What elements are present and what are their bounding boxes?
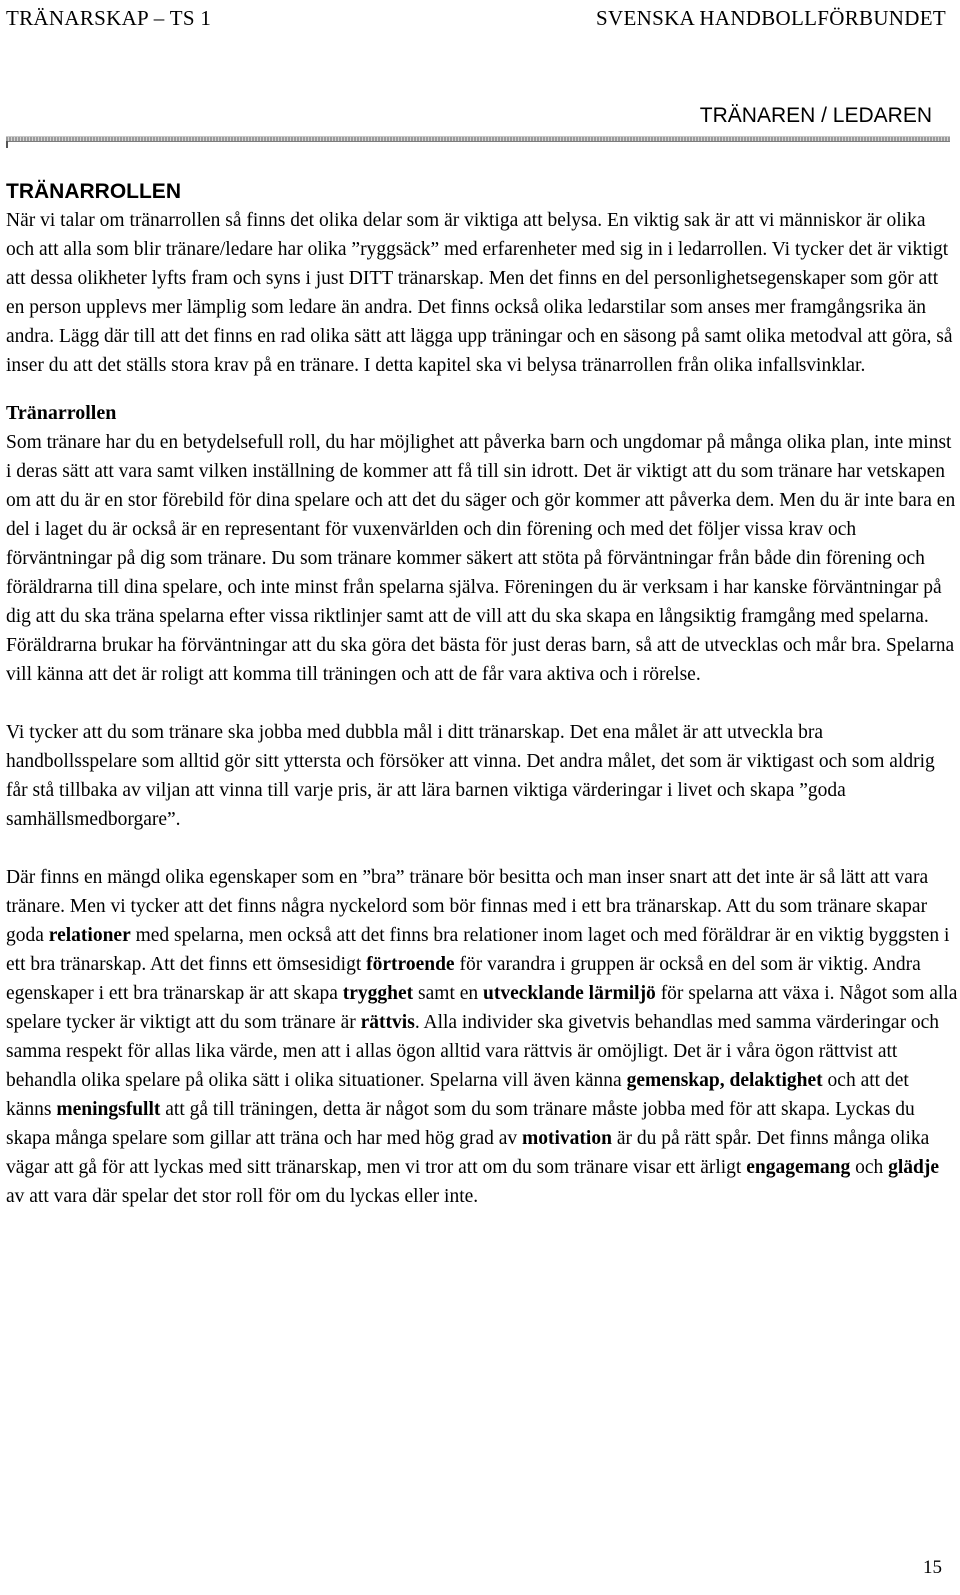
header-divider: [6, 136, 950, 142]
keywords-text: av att vara där spelar det stor roll för om du lyckas eller inte.: [6, 1186, 479, 1207]
dual-goals-paragraph: Vi tycker att du som tränare ska jobba med dubbla mål i ditt tränarskap. Det ena målet är att utveckla bra handbollsspelare som alltid gör sitt yttersta och försöker att vinna. Det andra målet, det som är viktigast och som aldrig får stå tillbaka av viljan att vinna till varje pris, är att lära barnen viktiga värderingar i livet och skapa ”goda samhällsmedborgare”.: [6, 722, 935, 830]
keyword-gladje: glädje: [888, 1157, 940, 1178]
keywords-text: . Alla individer ska givetvis behandlas med samma värderingar och samma respekt för allas lika värde, men att i allas ögon alltid vara rättvis är omöjligt. Det är i våra ögon rättvist att behandla olika spelare på olika sätt i olika situationer. Spelarna vill även känna: [6, 1012, 939, 1091]
keyword-utvecklande-larmiljo: utvecklande lärmiljö: [483, 983, 656, 1004]
keywords-text: med spelarna, men också att det finns bra relationer inom laget och med föräldrar är en viktig byggsten i ett bra tränarskap. Att det finns ett ömsesidigt: [6, 925, 950, 975]
page-number: 15: [923, 1557, 942, 1578]
keywords-text: och: [850, 1157, 889, 1178]
keywords-text: för spelarna att växa i. Något som alla spelare tycker är viktigt att du som tränare är: [6, 983, 958, 1033]
role-paragraph: Som tränare har du en betydelsefull roll, du har möjlighet att påverka barn och ungdomar på många olika plan, inte minst i deras sätt att vara samt vilken inställning de kommer att få till sin idrott. Det är viktigt att du som tränare har vetskapen om att du är en stor förebild för dina spelare och att det du säger och gör kommer att påverka dem. Men du är inte bara en del i laget du är också är en representant för vuxenvärlden och din förening och med det följer vissa krav och förväntningar på dig som tränare. Du som tränare kommer säkert att stöta på förväntningar från både din förening och föräldrarna till dina spelare, och inte minst från spelarna själva. Föreningen du är verksam i har kanske förväntningar på dig att du ska träna spelarna efter vissa riktlinjer samt att de vill att du ska skapa en långsiktig framgång med spelarna. Föräldrarna brukar ha förväntningar att du ska göra det bästa för just deras barn, så att de utvecklas och mår bra. Spelarna vill känna att det är roligt att komma till träningen och att de får vara aktiva och i rörelse.: [6, 432, 956, 685]
keyword-rattvis: rättvis: [360, 1012, 415, 1033]
keywords-text: för varandra i gruppen är också en del som är viktig. Andra egenskaper i ett bra tränarskap är att skapa: [6, 954, 921, 1004]
intro-paragraph: När vi talar om tränarrollen så finns det olika delar som är viktiga att belysa. En viktig sak är att vi människor är olika och att alla som blir tränare/ledare har olika ”ryggsäck” med erfarenheter med sig in i ledarrollen. Vi tycker det är viktigt att dessa olikheter lyfts fram och syns i just DITT tränarskap. Men det finns en del personlighetsegenskaper som gör att en person upplevs mer lämplig som ledare än andra. Det finns också olika ledarstilar som anses mer framgångsrika än andra. Lägg där till att det finns en rad olika sätt att lägga upp träningar och en säsong på samt olika metodval att göra, så inser du att det ställs stora krav på en tränare. I detta kapitel ska vi belysa tränarrollen från olika infallsvinklar.: [6, 210, 953, 376]
keyword-relationer: relationer: [48, 925, 131, 946]
subsection-heading: Tränarrollen: [6, 402, 117, 424]
keyword-meningsfullt: meningsfullt: [56, 1099, 161, 1120]
keyword-motivation: motivation: [522, 1128, 612, 1149]
keywords-text: att gå till träningen, detta är något som du som tränare måste jobba med för att skapa. Lyckas du skapa många spelare som gillar att träna och har med hög grad av: [6, 1099, 915, 1149]
keywords-text: är du på rätt spår. Det finns många olika vägar att gå för att lyckas med sitt tränarskap, men vi tror att om du som tränare visar ett ärligt: [6, 1128, 930, 1178]
section-heading: TRÄNARROLLEN: [6, 180, 181, 203]
keywords-text: Där finns en mängd olika egenskaper som en ”bra” tränare bör besitta och man inser snart att det inte är så lätt att vara tränare. Men vi tycker att det finns några nyckelord som bör finnas med i ett bra tränarskap. Att du som tränare skapar goda: [6, 867, 929, 946]
keyword-fortroende: förtroende: [366, 954, 455, 975]
keyword-engagemang: engagemang: [746, 1157, 851, 1178]
header-divider-tick: [6, 141, 8, 148]
keyword-trygghet: trygghet: [342, 983, 414, 1004]
keywords-text: och att det känns: [6, 1070, 909, 1120]
running-header-organization: SVENSKA HANDBOLLFÖRBUNDET: [596, 6, 946, 30]
running-header-title: TRÄNARSKAP – TS 1: [6, 6, 212, 30]
document-body: [6, 177, 958, 1211]
chapter-title: TRÄNAREN / LEDAREN: [699, 104, 932, 127]
keywords-paragraph: [6, 863, 958, 1211]
keywords-text: samt en: [413, 983, 484, 1004]
keyword-gemenskap-delaktighet: gemenskap, delaktighet: [626, 1070, 823, 1091]
